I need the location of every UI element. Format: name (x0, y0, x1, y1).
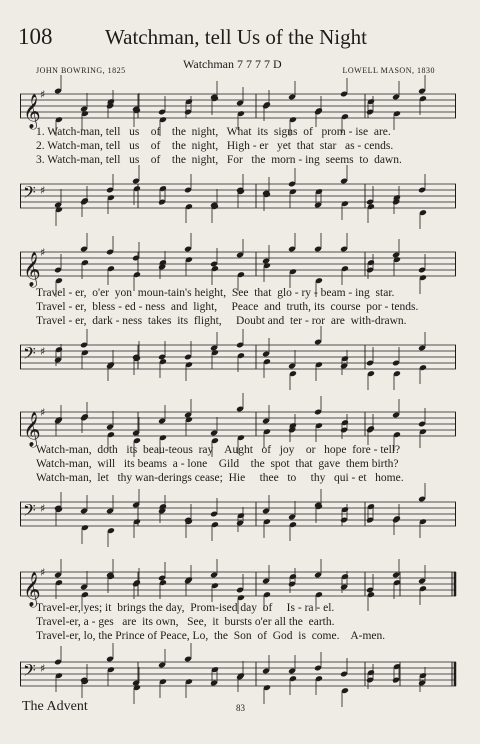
svg-text:𝄞: 𝄞 (23, 572, 41, 607)
lyric-line: 2. Watch-man, tell us of the night, High - er yet that star as - cends. (36, 140, 394, 152)
treble-staff-1 (20, 82, 456, 132)
svg-text:𝄢: 𝄢 (23, 343, 36, 367)
lyric-line: Travel - er, o'er yon moun-tain's height, See that glo - ry - beam - ing star. (36, 287, 395, 299)
svg-text:♯: ♯ (40, 345, 46, 358)
treble-staff-2 (20, 240, 456, 290)
composer-credit: LOWELL MASON, 1830 (342, 66, 435, 75)
page-number: 83 (236, 703, 245, 713)
svg-text:𝄞: 𝄞 (23, 252, 41, 287)
svg-text:♯: ♯ (40, 246, 46, 259)
section-label: The Advent (22, 699, 88, 714)
treble-staff-3 (20, 400, 456, 450)
lyric-line: Watch-man, will its beams a - lone Gild the spot that gave them birth? (36, 458, 399, 470)
lyric-line: Travel-er, yes; it brings the day, Prom-ised day of Is - ra - el. (36, 602, 335, 614)
svg-text:♯: ♯ (40, 88, 46, 101)
lyric-line: Travel-er, lo, the Prince of Peace, Lo, the Son of God is come. A-men. (36, 630, 386, 642)
lyric-line: Watch-man, doth its beau-teous ray Aught of joy or hope fore - tell? (36, 444, 401, 456)
svg-text:𝄢: 𝄢 (23, 500, 36, 524)
lyric-line: Travel - er, bless - ed - ness and light, Peace and truth, its course por - tends. (36, 301, 419, 313)
svg-text:♯: ♯ (40, 406, 46, 419)
hymn-number: 108 (18, 24, 53, 49)
lyric-line: Travel-er, a - ges are its own, See, it bursts o'er all the earth. (36, 616, 335, 628)
hymn-title: Watchman, tell Us of the Night (105, 25, 367, 49)
svg-text:𝄢: 𝄢 (23, 182, 36, 206)
svg-text:♯: ♯ (40, 566, 46, 579)
tune-name: Watchman 7 7 7 7 D (183, 57, 282, 71)
bass-staff-1 (20, 172, 456, 222)
bass-staff-2 (20, 333, 456, 383)
lyric-line: Watch-man, let thy wan-derings cease; Hie thee to thy qui - et home. (36, 472, 404, 484)
svg-text:𝄢: 𝄢 (23, 660, 36, 684)
svg-text:𝄞: 𝄞 (23, 412, 41, 447)
bass-staff-4 (20, 650, 456, 700)
svg-text:♯: ♯ (40, 184, 46, 197)
lyric-line: 1. Watch-man, tell us of the night, What its signs of prom - ise are. (36, 126, 391, 138)
svg-text:𝄞: 𝄞 (23, 94, 41, 129)
bass-staff-3 (20, 490, 456, 540)
author-credit: JOHN BOWRING, 1825 (36, 66, 126, 75)
lyric-line: Travel - er, dark - ness takes its flight, Doubt and ter - ror are with-drawn. (36, 315, 407, 327)
svg-text:♯: ♯ (40, 662, 46, 675)
svg-text:♯: ♯ (40, 502, 46, 515)
lyric-line: 3. Watch-man, tell us of the night, For the morn - ing seems to dawn. (36, 154, 402, 166)
